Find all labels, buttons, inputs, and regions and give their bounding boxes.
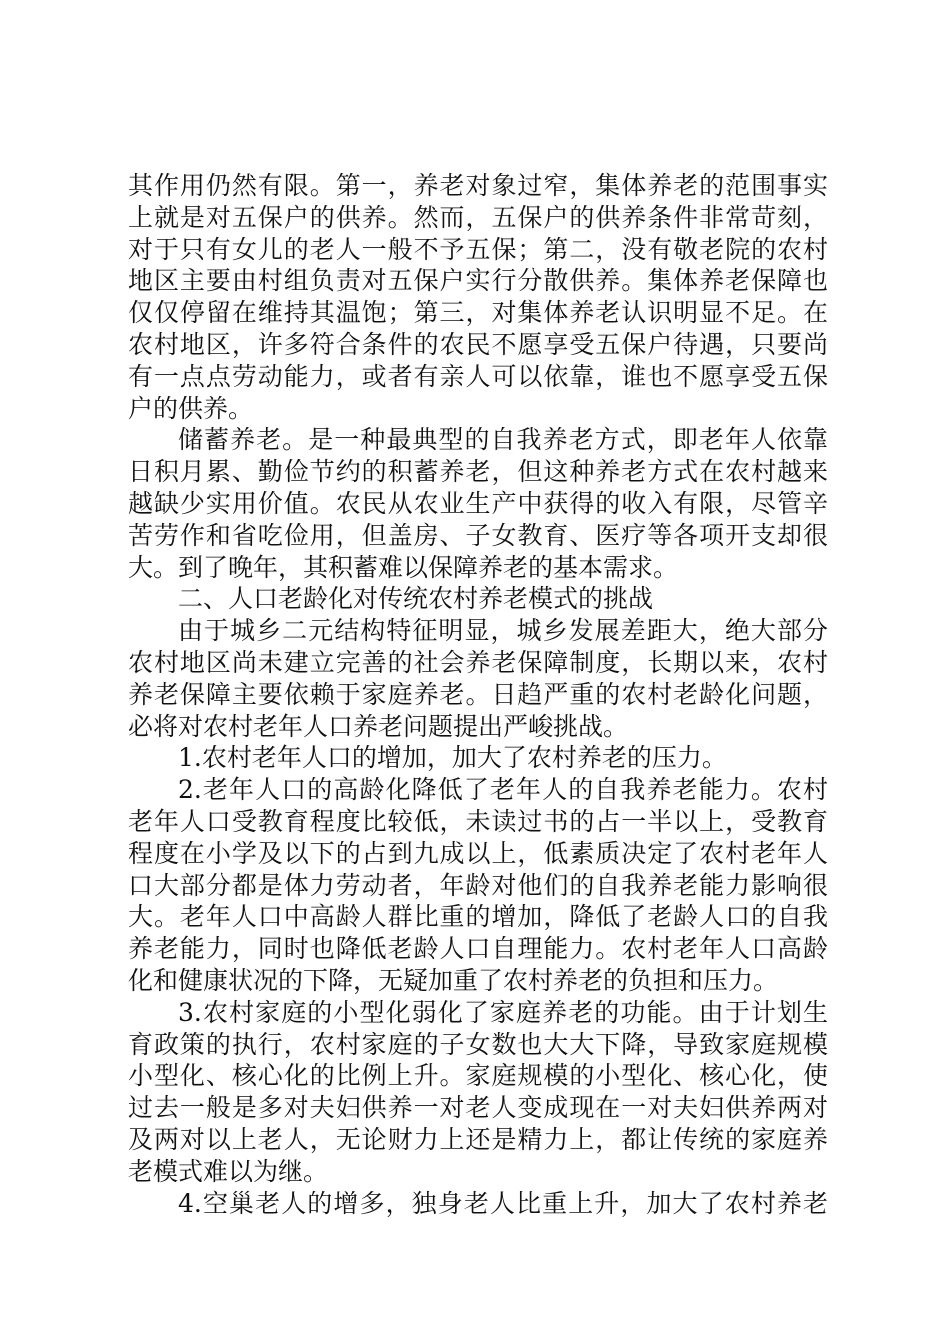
text-line: 2.老年人口的高龄化降低了老年人的自我养老能力。农村	[178, 775, 828, 805]
text-line: 老年人口受教育程度比较低，未读过书的占一半以上，受教育	[128, 806, 828, 836]
text-line: 有一点点劳动能力，或者有亲人可以依靠，谁也不愿享受五保	[128, 361, 828, 391]
text-line: 1.农村老年人口的增加，加大了农村养老的压力。	[178, 743, 727, 773]
text-line: 4.空巢老人的增多，独身老人比重上升，加大了农村养老	[178, 1188, 828, 1218]
text-line: 必将对农村老年人口养老问题提出严峻挑战。	[128, 711, 629, 741]
text-line: 及两对以上老人，无论财力上还是精力上，都让传统的家庭养	[128, 1124, 828, 1154]
text-line: 上就是对五保户的供养。然而，五保户的供养条件非常苛刻，	[128, 202, 828, 232]
text-line: 化和健康状况的下降，无疑加重了农村养老的负担和压力。	[128, 965, 779, 995]
text-line: 老模式难以为继。	[128, 1156, 329, 1186]
text-line: 大。老年人口中高龄人群比重的增加，降低了老龄人口的自我	[128, 902, 828, 932]
text-line: 育政策的执行，农村家庭的子女数也大大下降，导致家庭规模	[128, 1029, 828, 1059]
text-line: 3.农村家庭的小型化弱化了家庭养老的功能。由于计划生	[178, 997, 828, 1027]
text-line: 越缺少实用价值。农民从农业生产中获得的收入有限，尽管辛	[128, 488, 828, 518]
text-line: 仅仅停留在维持其温饱；第三，对集体养老认识明显不足。在	[128, 298, 828, 328]
text-line: 由于城乡二元结构特征明显，城乡发展差距大，绝大部分	[178, 616, 828, 646]
text-line: 户的供养。	[128, 393, 254, 423]
text-line: 地区主要由村组负责对五保户实行分散供养。集体养老保障也	[128, 266, 828, 296]
text-line: 二、人口老龄化对传统农村养老模式的挑战	[178, 584, 654, 614]
text-line: 农村地区，许多符合条件的农民不愿享受五保户待遇，只要尚	[128, 329, 828, 359]
text-line: 小型化、核心化的比例上升。家庭规模的小型化、核心化，使	[128, 1061, 828, 1091]
text-line: 其作用仍然有限。第一，养老对象过窄，集体养老的范围事实	[128, 171, 828, 200]
text-line: 储蓄养老。是一种最典型的自我养老方式，即老年人依靠	[178, 425, 828, 455]
text-line: 苦劳作和省吃俭用，但盖房、子女教育、医疗等各项开支却很	[128, 520, 828, 550]
text-line: 日积月累、勤俭节约的积蓄养老，但这种养老方式在农村越来	[128, 457, 828, 487]
text-line: 程度在小学及以下的占到九成以上，低素质决定了农村老年人	[128, 838, 828, 868]
text-line: 口大部分都是体力劳动者，年龄对他们的自我养老能力影响很	[128, 870, 828, 900]
text-line: 对于只有女儿的老人一般不予五保；第二，没有敬老院的农村	[128, 234, 828, 264]
text-line: 农村地区尚未建立完善的社会养老保障制度，长期以来，农村	[128, 647, 828, 677]
document-body	[128, 170, 828, 1219]
text-line: 过去一般是多对夫妇供养一对老人变成现在一对夫妇供养两对	[128, 1093, 828, 1123]
text-line: 养老能力，同时也降低老龄人口自理能力。农村老年人口高龄	[128, 934, 828, 964]
text-line: 养老保障主要依赖于家庭养老。日趋严重的农村老龄化问题，	[128, 679, 828, 709]
text-line: 大。到了晚年，其积蓄难以保障养老的基本需求。	[128, 552, 679, 582]
